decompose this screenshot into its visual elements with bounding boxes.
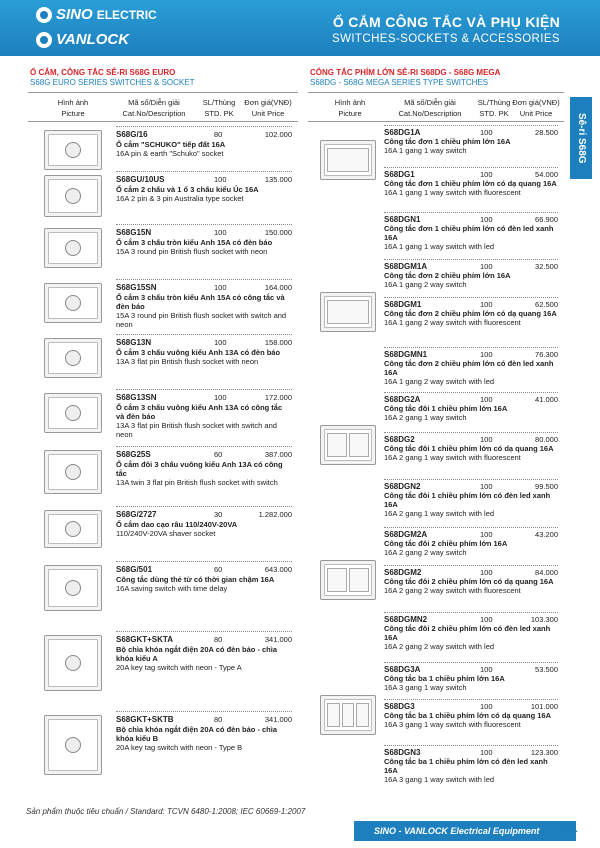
switch-image	[320, 140, 376, 180]
product-qty: 100	[214, 175, 227, 184]
row-separator	[384, 565, 558, 566]
brand-sino: SINO	[56, 6, 93, 23]
row-separator	[384, 662, 558, 663]
product-code: S68GKT+SKTB	[116, 715, 174, 724]
product-desc-vn: Công tắc đôi 1 chiều phím lớn 16A	[384, 404, 508, 413]
socket-icon	[65, 580, 81, 596]
row-separator	[384, 432, 558, 433]
product-entry	[116, 175, 292, 203]
product-qty: 100	[214, 283, 227, 292]
product-price: 150.000	[264, 228, 292, 237]
product-price: 62.500	[535, 300, 558, 309]
product-entry	[384, 615, 558, 651]
right-section-title: CÔNG TẮC PHÍM LỚN SÊ-RI S68DG - S68G MEGA	[310, 68, 501, 77]
product-desc-vn: Công tắc đơn 2 chiều phím lớn có đèn led xanh 16A	[384, 359, 554, 377]
right-col-price: Đơn giá(VNĐ) Unit Price	[512, 98, 560, 118]
product-qty: 100	[214, 338, 227, 347]
row-separator	[384, 527, 558, 528]
product-desc-en: 20A key tag switch with neon - Type B	[116, 743, 243, 752]
product-desc-vn: Công tắc dùng thẻ từ có thời gian chậm 16A	[116, 575, 275, 584]
product-qty: 100	[480, 748, 493, 757]
row-separator	[384, 259, 558, 260]
product-price: 101.000	[530, 702, 558, 711]
product-qty: 100	[214, 393, 227, 402]
standard-note: Sản phẩm thuộc tiêu chuẩn / Standard: TCVN 6480-1:2008; IEC 60669-1:2007	[26, 807, 306, 816]
rocker-key-icon	[349, 433, 369, 457]
product-desc-en: 16A 1 gang 1 way switch with fluorescent	[384, 188, 521, 197]
product-code: S68DG1	[384, 170, 415, 179]
product-price: 66.900	[535, 215, 558, 224]
left-col-catalog: Mã số/Diễn giải Cat.No/Description	[122, 98, 186, 118]
product-entry	[384, 215, 558, 251]
product-desc-vn: Bộ chìa khóa ngắt điện 20A có đèn báo - chìa khóa kiểu A	[116, 645, 278, 663]
rocker-key-icon	[327, 703, 340, 727]
product-desc-en: 16A 1 gang 2 way switch	[384, 280, 467, 289]
socket-icon	[65, 295, 81, 311]
row-separator	[116, 711, 292, 712]
product-price: 102.000	[264, 130, 292, 139]
switch-image	[320, 560, 376, 600]
product-entry	[384, 262, 558, 289]
product-desc-en: 15A 3 round pin British flush socket with switch and neon	[116, 311, 287, 329]
product-entry	[116, 393, 292, 439]
product-code: S68DG3A	[384, 665, 421, 674]
product-code: S68GU/10US	[116, 175, 165, 184]
row-separator	[116, 631, 292, 632]
product-price: 43.200	[535, 530, 558, 539]
socket-icon	[65, 521, 81, 537]
product-code: S68G/2727	[116, 510, 157, 519]
product-desc-vn: Ổ cắm 3 chấu vuông kiểu Anh 13A có đèn báo	[116, 348, 281, 357]
rocker-key-icon	[356, 703, 369, 727]
product-code: S68DGM2	[384, 568, 422, 577]
product-desc-vn: Ổ cắm dao cạo râu 110/240V-20VA	[116, 520, 238, 529]
product-qty: 100	[480, 170, 493, 179]
product-entry	[384, 170, 558, 197]
product-price: 172.000	[264, 393, 292, 402]
product-desc-vn: Công tắc đơn 1 chiều phím lớn có dạ quang 16A	[384, 179, 557, 188]
rocker-key-icon	[342, 703, 355, 727]
socket-icon	[65, 464, 81, 480]
product-qty: 100	[480, 128, 493, 137]
product-image	[44, 510, 102, 548]
row-separator	[116, 279, 292, 280]
product-code: S68G/16	[116, 130, 148, 139]
product-price: 54.000	[535, 170, 558, 179]
sino-logo	[36, 6, 157, 23]
product-desc-en: 13A twin 3 flat pin British flush socket with switch	[116, 478, 278, 487]
socket-icon	[65, 655, 81, 671]
header-title-en: SWITCHES-SOCKETS & ACCESSORIES	[332, 33, 560, 45]
product-desc-vn: Ổ cắm đôi 3 chấu vuông kiểu Anh 13A có công tắc	[116, 460, 283, 478]
product-desc-en: 16A 3 gang 1 way switch with fluorescent	[384, 720, 521, 729]
product-qty: 100	[480, 482, 493, 491]
product-desc-vn: Công tắc đôi 1 chiều phím lớn có dạ quang 16A	[384, 444, 554, 453]
row-separator	[116, 334, 292, 335]
product-price: 41.000	[535, 395, 558, 404]
product-code: S68DGN3	[384, 748, 421, 757]
product-price: 341.000	[264, 715, 292, 724]
product-price: 1.282.000	[258, 510, 292, 519]
socket-icon	[65, 142, 81, 158]
product-desc-vn: Công tắc ba 1 chiều phím lớn có đèn led xanh 16A	[384, 757, 548, 775]
product-price: 164.000	[264, 283, 292, 292]
product-qty: 100	[214, 228, 227, 237]
product-code: S68DGM1	[384, 300, 422, 309]
product-qty: 30	[214, 510, 223, 519]
product-entry	[384, 300, 558, 327]
product-code: S68DGM2A	[384, 530, 428, 539]
product-desc-vn: Công tắc đôi 1 chiều phím lớn có đèn led xanh 16A	[384, 491, 551, 509]
row-separator	[116, 224, 292, 225]
right-header-bottom-line	[308, 121, 564, 122]
product-image	[44, 450, 102, 494]
left-section-title: Ổ CẮM, CÔNG TẮC SÊ-RI S68G EURO	[30, 68, 176, 77]
product-desc-en: 16A 2 gang 1 way switch	[384, 413, 467, 422]
product-entry	[384, 530, 558, 557]
product-desc-vn: Công tắc đơn 2 chiều phím lớn có dạ quang 16A	[384, 309, 557, 318]
product-code: S68DGMN1	[384, 350, 428, 359]
product-desc-vn: Công tắc đôi 2 chiều phím lớn có dạ quang 16A	[384, 577, 554, 586]
vanlock-logo	[36, 31, 129, 48]
right-col-catalog: Mã số/Diễn giải Cat.No/Description	[398, 98, 462, 118]
series-side-tab: Sê-ri S68G	[570, 97, 592, 179]
product-qty: 100	[480, 615, 493, 624]
product-image	[44, 338, 102, 378]
row-separator	[384, 699, 558, 700]
switch-image	[320, 425, 376, 465]
product-entry	[384, 435, 558, 462]
product-entry	[116, 510, 292, 538]
left-col-picture: Hình ảnh Picture	[57, 98, 89, 118]
product-price: 103.300	[530, 615, 558, 624]
page-number: 51	[562, 819, 578, 835]
product-image	[44, 283, 102, 323]
product-desc-en: 13A 3 flat pin British flush socket with switch and neon	[116, 421, 277, 439]
footer-brand-bar: SINO - VANLOCK Electrical Equipment	[354, 821, 576, 841]
row-separator	[384, 347, 558, 348]
row-separator	[384, 212, 558, 213]
row-separator	[384, 392, 558, 393]
switch-image	[320, 292, 376, 332]
product-desc-vn: Ổ cắm 3 chấu tròn kiểu Anh 15A có công tắc và đèn báo	[116, 293, 285, 311]
product-entry	[384, 395, 558, 422]
product-entry	[384, 128, 558, 155]
product-desc-en: 16A 1 gang 2 way switch with led	[384, 377, 495, 386]
page-header	[0, 0, 600, 56]
product-desc-vn: Ổ cắm 3 chấu tròn kiểu Anh 15A có đèn báo	[116, 238, 273, 247]
product-entry	[116, 450, 292, 487]
row-separator	[116, 171, 292, 172]
product-qty: 80	[214, 715, 223, 724]
product-qty: 60	[214, 450, 223, 459]
product-desc-en: 16A 1 gang 1 way switch with led	[384, 242, 495, 251]
brand-vanlock: VANLOCK	[56, 31, 130, 48]
socket-icon	[65, 240, 81, 256]
product-qty: 100	[480, 262, 493, 271]
socket-icon	[65, 737, 81, 753]
brand-electric: ELECTRIC	[96, 7, 157, 22]
socket-icon	[65, 188, 81, 204]
product-desc-en: 16A 3 gang 1 way switch	[384, 683, 467, 692]
product-code: S68DGMN2	[384, 615, 428, 624]
product-price: 84.000	[535, 568, 558, 577]
product-entry	[384, 702, 558, 729]
product-entry	[384, 568, 558, 595]
product-image	[44, 565, 102, 611]
product-code: S68DGM1A	[384, 262, 428, 271]
product-desc-en: 16A 1 gang 1 way switch	[384, 146, 467, 155]
product-desc-en: 110/240V-20VA shaver socket	[116, 529, 216, 538]
product-desc-vn: Công tắc đơn 1 chiều phím lớn có đèn led xanh 16A	[384, 224, 554, 242]
product-desc-vn: Công tắc đơn 2 chiều phím lớn 16A	[384, 271, 511, 280]
product-qty: 100	[480, 530, 493, 539]
vanlock-badge-icon	[36, 32, 52, 48]
product-desc-en: 16A pin & earth "Schuko" socket	[116, 149, 224, 158]
product-qty: 100	[480, 435, 493, 444]
product-entry	[384, 350, 558, 386]
row-separator	[116, 389, 292, 390]
product-qty: 100	[480, 395, 493, 404]
product-price: 158.000	[264, 338, 292, 347]
right-col-picture: Hình ảnh Picture	[334, 98, 366, 118]
product-code: S68DG3	[384, 702, 415, 711]
product-code: S68DG1A	[384, 128, 421, 137]
product-code: S68DGN1	[384, 215, 421, 224]
product-desc-en: 13A 3 flat pin British flush socket with neon	[116, 357, 259, 366]
product-code: S68DG2A	[384, 395, 421, 404]
left-section-subtitle: S68G EURO SERIES SWITCHES & SOCKET	[30, 78, 195, 87]
product-entry	[384, 748, 558, 784]
product-price: 643.000	[264, 565, 292, 574]
product-code: S68DG2	[384, 435, 415, 444]
right-col-std: SL/Thùng STD. PK	[477, 98, 511, 118]
product-entry	[116, 228, 292, 256]
product-desc-en: 20A key tag switch with neon - Type A	[116, 663, 242, 672]
row-separator	[116, 506, 292, 507]
product-qty: 100	[480, 350, 493, 359]
product-price: 32.500	[535, 262, 558, 271]
rocker-key-icon	[327, 300, 369, 324]
left-col-std: SL/Thùng STD. PK	[202, 98, 236, 118]
row-separator	[384, 167, 558, 168]
product-desc-en: 16A 1 gang 2 way switch with fluorescent	[384, 318, 521, 327]
product-price: 28.500	[535, 128, 558, 137]
product-desc-vn: Công tắc ba 1 chiều phím lớn có dạ quang 16A	[384, 711, 552, 720]
product-price: 135.000	[264, 175, 292, 184]
product-image	[44, 635, 102, 691]
product-price: 80.000	[535, 435, 558, 444]
product-price: 76.300	[535, 350, 558, 359]
product-price: 341.000	[264, 635, 292, 644]
row-separator	[384, 479, 558, 480]
product-desc-en: 16A 2 pin & 3 pin Australia type socket	[116, 194, 244, 203]
product-code: S68G25S	[116, 450, 151, 459]
product-entry	[384, 482, 558, 518]
product-desc-vn: Công tắc đôi 2 chiều phím lớn có đèn led xanh 16A	[384, 624, 551, 642]
switch-image	[320, 695, 376, 735]
product-code: S68G/501	[116, 565, 153, 574]
product-entry	[116, 715, 292, 752]
left-header-top-line	[28, 92, 298, 93]
rocker-key-icon	[327, 568, 347, 592]
product-desc-en: 16A 2 gang 2 way switch with fluorescent	[384, 586, 521, 595]
rocker-key-icon	[327, 148, 369, 172]
product-code: S68G15SN	[116, 283, 157, 292]
row-separator	[384, 612, 558, 613]
product-image	[44, 715, 102, 775]
row-separator	[384, 745, 558, 746]
product-price: 53.500	[535, 665, 558, 674]
row-separator	[116, 446, 292, 447]
product-desc-en: 15A 3 round pin British flush socket with neon	[116, 247, 268, 256]
right-section-subtitle: S68DG - S68G MEGA SERIES TYPE SWITCHES	[310, 78, 489, 87]
product-entry	[116, 635, 292, 672]
product-code: S68G15N	[116, 228, 152, 237]
socket-icon	[65, 350, 81, 366]
row-separator	[116, 561, 292, 562]
product-qty: 100	[480, 300, 493, 309]
product-price: 99.500	[535, 482, 558, 491]
product-qty: 100	[480, 665, 493, 674]
product-entry	[116, 338, 292, 366]
product-code: S68G13N	[116, 338, 152, 347]
product-desc-en: 16A saving switch with time delay	[116, 584, 228, 593]
product-price: 387.000	[264, 450, 292, 459]
product-qty: 100	[480, 215, 493, 224]
product-desc-en: 16A 2 gang 1 way switch with led	[384, 509, 495, 518]
product-qty: 80	[214, 130, 223, 139]
product-entry	[116, 283, 292, 329]
product-image	[44, 130, 102, 170]
row-separator	[384, 297, 558, 298]
product-desc-en: 16A 3 gang 1 way switch with led	[384, 775, 495, 784]
row-separator	[384, 125, 558, 126]
product-desc-vn: Bộ chìa khóa ngắt điện 20A có đèn báo - chìa khóa kiểu B	[116, 725, 278, 743]
product-image	[44, 393, 102, 433]
socket-icon	[65, 405, 81, 421]
product-entry	[116, 130, 292, 158]
row-separator	[116, 126, 292, 127]
rocker-key-icon	[327, 433, 347, 457]
product-code: S68DGN2	[384, 482, 421, 491]
product-entry	[116, 565, 292, 593]
header-title-vn: Ổ CẮM CÔNG TẮC VÀ PHỤ KIỆN	[332, 14, 560, 30]
product-image	[44, 228, 102, 268]
product-desc-vn: Công tắc ba 1 chiều phím lớn 16A	[384, 674, 505, 683]
sino-badge-icon	[36, 7, 52, 23]
product-qty: 100	[480, 702, 493, 711]
product-desc-vn: Ổ cắm "SCHUKO" tiếp đất 16A	[116, 140, 226, 149]
product-qty: 80	[214, 635, 223, 644]
product-qty: 100	[480, 568, 493, 577]
product-desc-vn: Công tắc đơn 1 chiều phím lớn 16A	[384, 137, 511, 146]
product-image	[44, 175, 102, 217]
product-desc-en: 16A 2 gang 1 way switch with fluorescent	[384, 453, 521, 462]
rocker-key-icon	[349, 568, 369, 592]
product-entry	[384, 665, 558, 692]
left-col-price: Đơn giá(VNĐ) Unit Price	[244, 98, 292, 118]
product-price: 123.300	[530, 748, 558, 757]
product-desc-vn: Ổ cắm 2 chấu và 1 ổ 3 chấu kiểu Úc 16A	[116, 185, 259, 194]
product-desc-vn: Ổ cắm 3 chấu vuông kiểu Anh 13A có công tắc và đèn báo	[116, 403, 283, 421]
product-desc-vn: Công tắc đôi 2 chiều phím lớn 16A	[384, 539, 508, 548]
product-desc-en: 16A 2 gang 2 way switch	[384, 548, 467, 557]
product-code: S68G13SN	[116, 393, 157, 402]
product-code: S68GKT+SKTA	[116, 635, 173, 644]
product-qty: 60	[214, 565, 223, 574]
right-header-top-line	[308, 92, 564, 93]
product-desc-en: 16A 2 gang 2 way switch with led	[384, 642, 495, 651]
left-header-bottom-line	[28, 121, 298, 122]
